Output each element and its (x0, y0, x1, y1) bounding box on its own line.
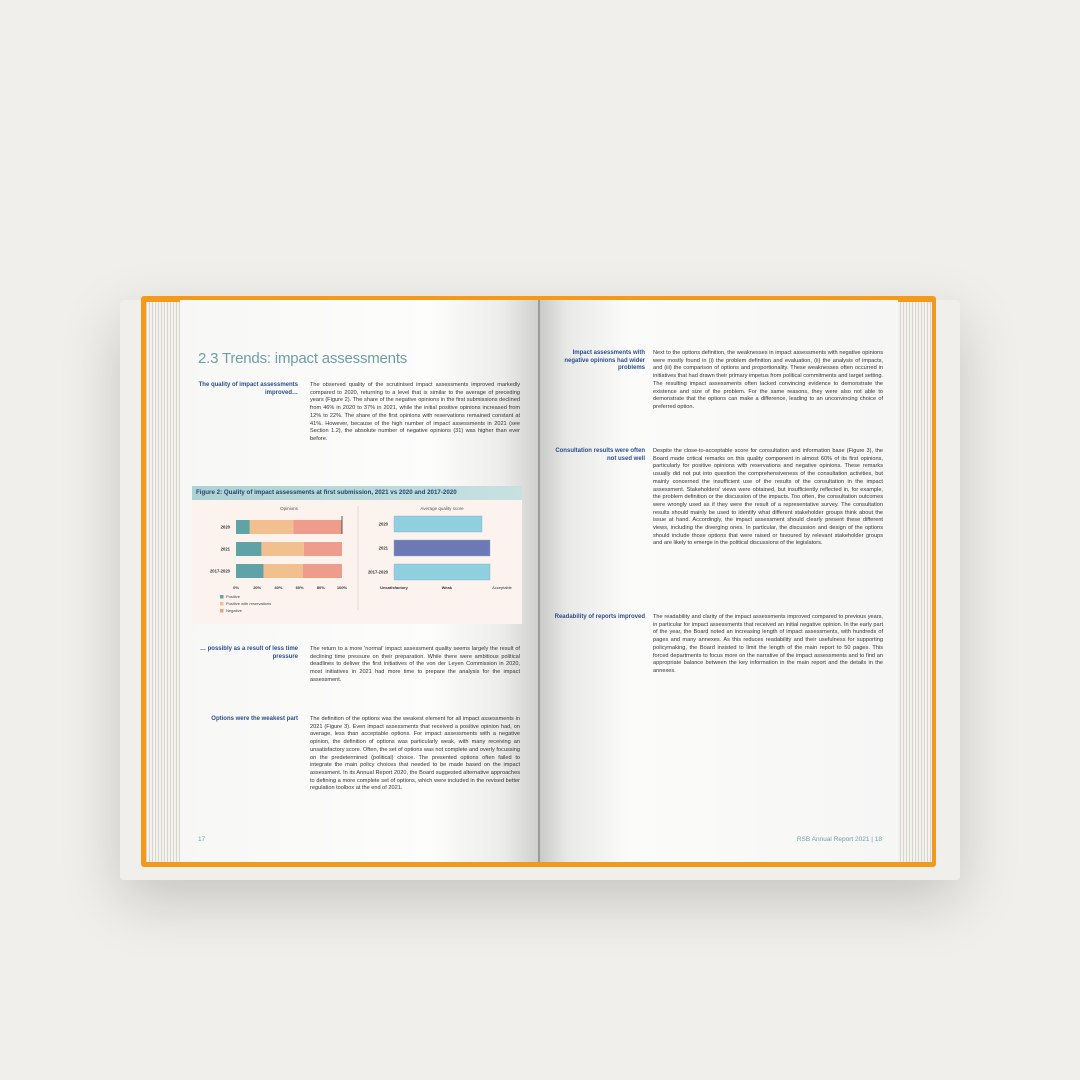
margin-note-negative-opinions: Impact assessments with negative opinions had wider problems (564, 350, 645, 371)
opinions-category-label: 2017-2020 (209, 568, 230, 574)
paragraph-quality: The observed quality of the scrutinised impact assessments improved markedly compared to 2020, returning to a level that is similar to the average of preceding years (Figure 2). The share of the negative opinions in the first submissions declined from 46% in 2020 to 37% in 2021, while the initial positive opinions increased from 12% to 22%. The share of the first opinions with reservations remained constant at 41%. However, because of the high number of impact assessments in 2021 (see Section 1.2), the absolute number of negative opinions (31) was higher than ever before. (310, 382, 520, 442)
opinions-x-tick: 80% (316, 585, 325, 590)
legend-label: Negative (226, 608, 242, 613)
score-bar (394, 540, 490, 556)
paragraph-readability: The readability and clarity of the impact assessments improved compared to previous years, in particular for impact assessments that received an initial negative opinion. In the early part of the year, the Board noted an increasing length of impact assessments, with hundreds of pages and many annexes. As this reduces readability and their usefulness for supporting policymaking, the Board insisted to limit the length of the main report to 50 pages. This forced departments to focus more on the narrative of the impact assessments and to find an appropriate balance between the key information in the main report and the details in the annexes. (653, 614, 883, 674)
figure-2 (192, 486, 522, 624)
legend-swatch (220, 609, 224, 613)
score-x-tick: Weak (441, 585, 452, 590)
score-x-tick: Unsatisfactory (380, 585, 408, 590)
book-spine (538, 300, 540, 862)
margin-note-consultation: Consultation results were often not used well (555, 448, 645, 462)
opinions-category-label: 2021 (220, 546, 230, 552)
score-category-label: 2021 (378, 545, 388, 551)
opinions-bar-segment (293, 520, 342, 534)
opinions-chart-title: Opinions (280, 506, 298, 511)
paragraph-options: The definition of the options was the weakest element for all impact assessments in 2021 (Figure 3). Even impact assessments that received a positive opinion had, on average, less than acceptable options. For impact assessments with a negative opinion, the definition of options was particularly weak, with many receiving an unsatisfactory score. Often, the set of options was not complete and overly focussing on the predetermined (political) choice. The presented options often failed to integrate the main policy choices that needed to be made based on the impact assessment. In its Annual Report 2020, the Board suggested alternative approaches to defining a more complete set of options, which were included in the revised better regulation toolbox at the end of 2021. (310, 716, 520, 792)
legend-swatch (220, 602, 224, 606)
legend-label: Positive with reservations (226, 601, 272, 606)
score-category-label: 2017-2020 (367, 569, 388, 575)
paragraph-consultation: Despite the close-to-acceptable score for consultation and information base (Figure 3), the Board made critical remarks on this quality component in almost 60% of its first opinions, particularly for positive opinions with reservations and negative opinions. These remarks usually did not put into question the comprehensiveness of the consultation activities, but mainly concerned the insufficient use of the results of the consultation in the impact assessment. Stakeholders' views were obtained, but insufficiently reflected in, for example, the problem definition or the discussion of the impacts. Too often, the consultation outcomes were wrongly used as if they were the result of a representative survey. The consultation results should mainly be used to identify what different stakeholder groups think about the issue at hand. Accordingly, the impact assessment should clearly present these different views, including the diverging ones. In particular, the discussion and design of the options should include those options that were raised or favoured by relevant stakeholder groups and are likely to emerge in the political discussions of the legislators. (653, 448, 883, 547)
paragraph-negative-opinions: Next to the options definition, the weaknesses in impact assessments with negative opinions were mostly found in (i) the problem definition and evaluation, (ii) the analysis of impacts, and (iii) the comparison of options and proportionality. These weaknesses often occurred in initiatives that had drawn their primary impetus from political commitments and target setting. The resulting impact assessments often lacked convincing evidence to demonstrate the existence and size of the problem. For the same reasons, they were also not able to demonstrate that the options can make a difference, leading to an unconvincing choice of preferred option. (653, 350, 883, 410)
margin-note-quality: The quality of impact assessments improved… (198, 382, 298, 396)
page-edges-left (146, 302, 180, 862)
opinions-bar-segment (304, 542, 342, 556)
score-bar (394, 564, 490, 580)
paragraph-time-pressure: The return to a more 'normal' impact assessment quality seems largely the result of declining time pressure on their preparation. While there were ambitious political deadlines to deliver the first initiatives of the von der Leyen Commission in 2020, most initiatives in 2021 had more time to prepare the analysis for the impact assessment. (310, 646, 520, 683)
section-heading: 2.3 Trends: impact assessments (198, 350, 408, 367)
page-footer-right: RSB Annual Report 2021 | 18 (796, 836, 882, 843)
opinions-x-tick: 100% (336, 585, 348, 590)
legend-swatch (220, 595, 224, 599)
figure-title: Figure 2: Quality of impact assessments at first submission, 2021 vs 2020 and 2017-2020 (192, 486, 522, 500)
score-x-tick: Acceptable (492, 585, 512, 590)
left-page (180, 300, 539, 862)
opinions-bar-segment (303, 564, 342, 578)
score-category-label: 2020 (378, 521, 388, 527)
opinions-category-label: 2020 (220, 524, 230, 530)
legend-label: Positive (226, 594, 241, 599)
opinions-x-tick: 0% (233, 585, 239, 590)
opinions-bar-segment (236, 542, 261, 556)
opinions-bar-segment (236, 520, 250, 534)
margin-note-time-pressure: … possibly as a result of less time pressure (199, 646, 298, 660)
opinions-x-tick: 40% (274, 585, 283, 590)
figure-2-charts (192, 500, 522, 624)
opinions-x-tick: 20% (253, 585, 262, 590)
page-number-left: 17 (198, 836, 206, 843)
opinions-bar-segment (264, 564, 303, 578)
score-chart-title: Average quality score (420, 506, 464, 511)
opinions-bar-segment (250, 520, 293, 534)
opinions-x-tick: 60% (295, 585, 304, 590)
page-edges-right (898, 302, 932, 862)
margin-note-options: Options were the weakest part (211, 716, 298, 722)
opinions-bar-segment (261, 542, 303, 556)
margin-note-readability: Readability of reports improved (554, 614, 645, 620)
opinions-bar-segment (236, 564, 264, 578)
right-page (539, 300, 898, 862)
score-bar (394, 516, 482, 532)
